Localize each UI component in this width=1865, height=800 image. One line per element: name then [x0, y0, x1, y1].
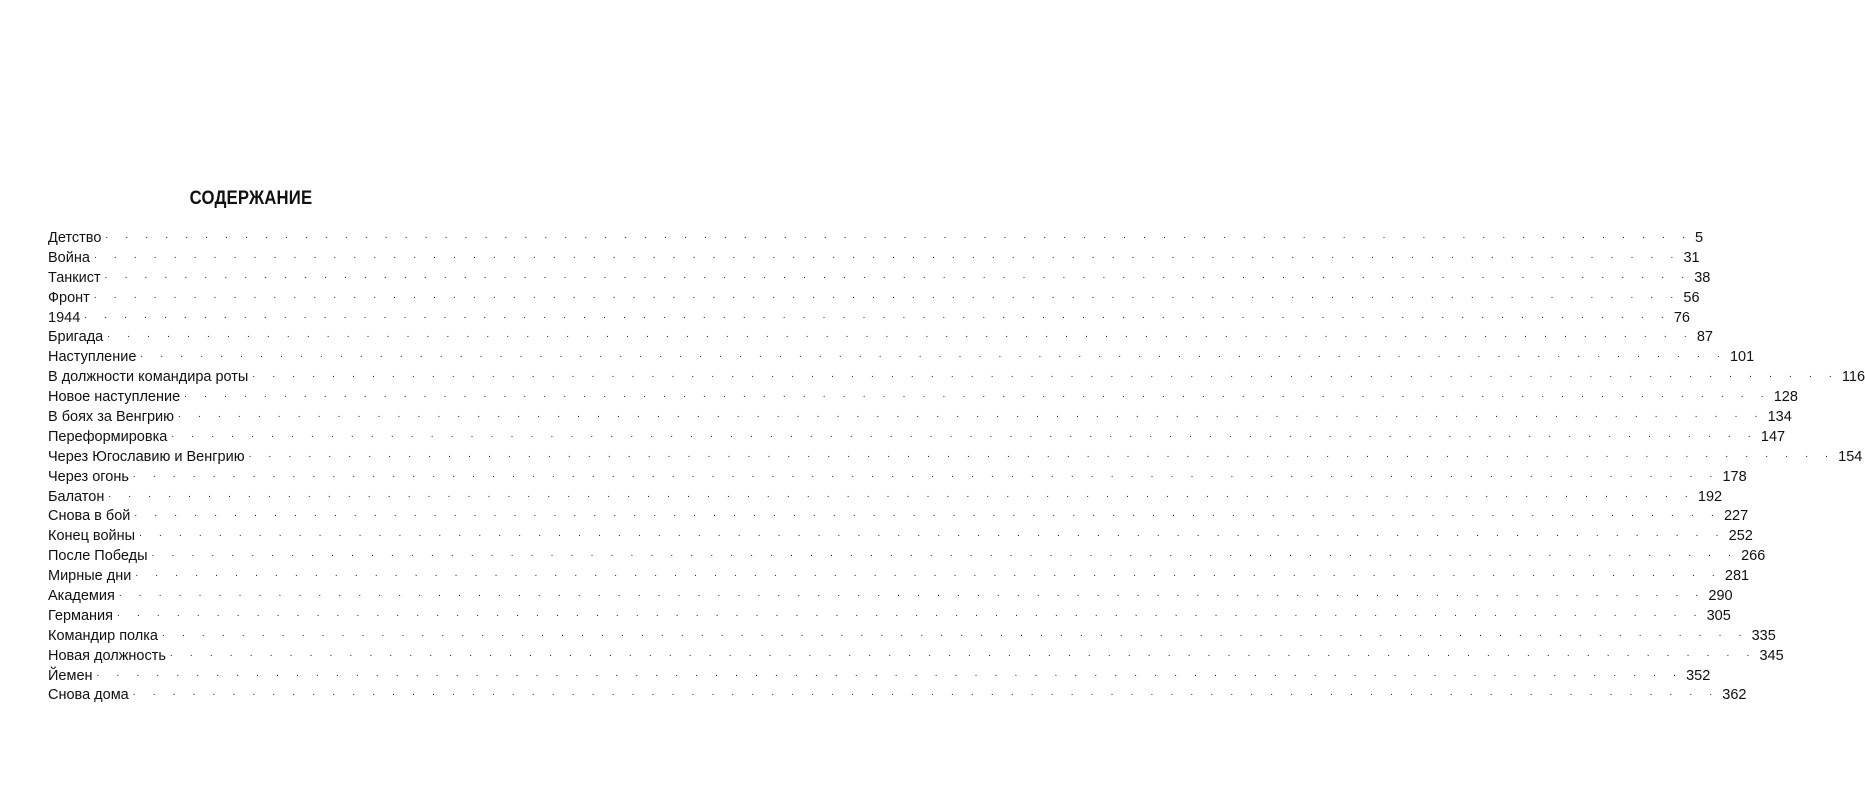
toc-entry-page-number: 352	[1686, 667, 1711, 684]
dot-leader: . . . . . . . . . . . . . . . . . . . . . . . . . . . . . . . . . . . . . . . . . . . . . . . . . . . . . . . . . . . . . . . . . . . . . . . . . . . . . . . .	[132, 468, 1720, 480]
toc-entry-title: Детство	[48, 230, 102, 246]
toc-entry-page-number: 147	[1760, 428, 1786, 445]
toc-entry-page-number: 31	[1683, 249, 1700, 266]
dot-leader: . . . . . . . . . . . . . . . . . . . . . . . . . . . . . . . . . . . . . . . . . . . . . . . . . . . . . . . . . . . . . . . . . . . . . . . . . . . . . . . .	[151, 548, 1739, 560]
toc-entry-page-number: 290	[1708, 588, 1733, 605]
toc-entry-title: Йемен	[48, 667, 93, 684]
toc-entry-title: Академия	[48, 588, 115, 605]
toc-entry-title: Командир полка	[48, 627, 158, 644]
toc-entry-page-number: 281	[1724, 568, 1750, 585]
toc-entry-page-number: 335	[1751, 627, 1776, 644]
toc-entry-title: Снова в бой	[48, 508, 131, 525]
toc-entry-page-number: 5	[1694, 230, 1704, 246]
toc-entry-page-number: 305	[1706, 607, 1731, 624]
toc-entry-title: Конец войны	[48, 528, 136, 545]
table-of-contents	[48, 229, 1865, 706]
toc-entry-title: Война	[48, 249, 90, 266]
toc-entry-page-number: 56	[1683, 289, 1700, 306]
dot-leader: . . . . . . . . . . . . . . . . . . . . . . . . . . . . . . . . . . . . . . . . . . . . . . . . . . . . . . . . . . . . . . . . . . . . . . . . . . . . . . . .	[93, 249, 1681, 261]
toc-entry-title: Наступление	[48, 349, 137, 366]
dot-leader: . . . . . . . . . . . . . . . . . . . . . . . . . . . . . . . . . . . . . . . . . . . . . . . . . . . . . . . . . . . . . . . . . . . . . . . . . . . . . . . .	[169, 647, 1757, 659]
toc-entry-page-number: 252	[1728, 528, 1753, 545]
toc-entry-title: В должности командира роты	[48, 369, 249, 386]
toc-entry-title: Германия	[48, 607, 114, 624]
dot-leader: . . . . . . . . . . . . . . . . . . . . . . . . . . . . . . . . . . . . . . . . . . . . . . . . . . . . . . . . . . . . . . . . . . . . . . . . . . . . . . . .	[248, 448, 1836, 460]
toc-entry-title: В боях за Венгрию	[48, 409, 175, 426]
page-title: СОДЕРЖАНИЕ	[189, 188, 313, 209]
toc-entry-title: Балатон	[48, 488, 105, 505]
dot-leader: . . . . . . . . . . . . . . . . . . . . . . . . . . . . . . . . . . . . . . . . . . . . . . . . . . . . . . . . . . . . . . . . . . . . . . . . . . . . . . . .	[134, 508, 1721, 520]
toc-entry-page-number: 38	[1694, 269, 1711, 286]
dot-leader: . . . . . . . . . . . . . . . . . . . . . . . . . . . . . . . . . . . . . . . . . . . . . . . . . . . . . . . . . . . . . . . . . . . . . . . . . . . . . . . .	[171, 428, 1758, 440]
dot-leader: . . . . . . . . . . . . . . . . . . . . . . . . . . . . . . . . . . . . . . . . . . . . . . . . . . . . . . . . . . . . . . . . . . . . . . . . . . . . . . . .	[162, 627, 1749, 639]
toc-entry-page-number: 76	[1673, 309, 1690, 326]
toc-entry-title: Через Югославию и Венгрию	[48, 448, 245, 465]
toc-entry-page-number: 362	[1722, 687, 1747, 704]
dot-leader: . . . . . . . . . . . . . . . . . . . . . . . . . . . . . . . . . . . . . . . . . . . . . . . . . . . . . . . . . . . . . . . . . . . . . . . . . . . . . . . .	[105, 229, 1692, 241]
dot-leader: . . . . . . . . . . . . . . . . . . . . . . . . . . . . . . . . . . . . . . . . . . . . . . . . . . . . . . . . . . . . . . . . . . . . . . . . . . . . . . . .	[140, 349, 1727, 361]
toc-entry-page-number: 178	[1722, 468, 1747, 485]
toc-entry-title: Новое наступление	[48, 389, 181, 406]
dot-leader: . . . . . . . . . . . . . . . . . . . . . . . . . . . . . . . . . . . . . . . . . . . . . . . . . . . . . . . . . . . . . . . . . . . . . . . . . . . . . . . .	[135, 568, 1722, 580]
toc-entry-title: Танкист	[48, 269, 101, 286]
toc-entry-title: Фронт	[48, 289, 90, 306]
toc-entry-title: Новая должность	[48, 647, 166, 664]
dot-leader: . . . . . . . . . . . . . . . . . . . . . . . . . . . . . . . . . . . . . . . . . . . . . . . . . . . . . . . . . . . . . . . . . . . . . . . . . . . . . . . .	[178, 409, 1765, 420]
dot-leader: . . . . . . . . . . . . . . . . . . . . . . . . . . . . . . . . . . . . . . . . . . . . . . . . . . . . . . . . . . . . . . . . . . . . . . . . . . . . . . . .	[84, 309, 1671, 321]
toc-entry-title: Переформировка	[48, 428, 168, 445]
toc-entry-page-number: 154	[1838, 448, 1863, 465]
toc-entry-title: Мирные дни	[48, 568, 132, 585]
toc-entry	[48, 686, 1747, 706]
dot-leader: . . . . . . . . . . . . . . . . . . . . . . . . . . . . . . . . . . . . . . . . . . . . . . . . . . . . . . . . . . . . . . . . . . . . . . . . . . . . . . . .	[104, 269, 1692, 281]
toc-entry-page-number: 101	[1729, 349, 1755, 366]
dot-leader: . . . . . . . . . . . . . . . . . . . . . . . . . . . . . . . . . . . . . . . . . . . . . . . . . . . . . . . . . . . . . . . . . . . . . . . . . . . . . . . .	[252, 369, 1839, 381]
dot-leader: . . . . . . . . . . . . . . . . . . . . . . . . . . . . . . . . . . . . . . . . . . . . . . . . . . . . . . . . . . . . . . . . . . . . . . . . . . . . . . . .	[107, 329, 1694, 341]
toc-entry-page-number: 134	[1767, 409, 1792, 426]
dot-leader: . . . . . . . . . . . . . . . . . . . . . . . . . . . . . . . . . . . . . . . . . . . . . . . . . . . . . . . . . . . . . . . . . . . . . . . . . . . . . . . .	[96, 667, 1684, 679]
toc-entry-page-number: 128	[1773, 389, 1798, 406]
toc-entry-page-number: 266	[1741, 548, 1766, 565]
dot-leader: . . . . . . . . . . . . . . . . . . . . . . . . . . . . . . . . . . . . . . . . . . . . . . . . . . . . . . . . . . . . . . . . . . . . . . . . . . . . . . . .	[118, 588, 1706, 600]
dot-leader: . . . . . . . . . . . . . . . . . . . . . . . . . . . . . . . . . . . . . . . . . . . . . . . . . . . . . . . . . . . . . . . . . . . . . . . . . . . . . . . .	[132, 687, 1720, 699]
toc-entry-page-number: 116	[1841, 369, 1865, 386]
dot-leader: . . . . . . . . . . . . . . . . . . . . . . . . . . . . . . . . . . . . . . . . . . . . . . . . . . . . . . . . . . . . . . . . . . . . . . . . . . . . . . . .	[108, 488, 1695, 500]
dot-leader: . . . . . . . . . . . . . . . . . . . . . . . . . . . . . . . . . . . . . . . . . . . . . . . . . . . . . . . . . . . . . . . . . . . . . . . . . . . . . . . .	[184, 389, 1771, 401]
toc-entry-page-number: 345	[1759, 647, 1784, 664]
toc-entry-page-number: 192	[1697, 488, 1723, 505]
toc-entry-title: Бригада	[48, 329, 104, 346]
toc-entry-page-number: 227	[1723, 508, 1749, 525]
dot-leader: . . . . . . . . . . . . . . . . . . . . . . . . . . . . . . . . . . . . . . . . . . . . . . . . . . . . . . . . . . . . . . . . . . . . . . . . . . . . . . . .	[139, 528, 1726, 540]
toc-entry-page-number: 87	[1696, 329, 1713, 346]
toc-entry-title: 1944	[48, 309, 81, 326]
dot-leader: . . . . . . . . . . . . . . . . . . . . . . . . . . . . . . . . . . . . . . . . . . . . . . . . . . . . . . . . . . . . . . . . . . . . . . . . . . . . . . . .	[117, 607, 1704, 619]
toc-entry-title: Через огонь	[48, 468, 129, 485]
dot-leader: . . . . . . . . . . . . . . . . . . . . . . . . . . . . . . . . . . . . . . . . . . . . . . . . . . . . . . . . . . . . . . . . . . . . . . . . . . . . . . . .	[93, 289, 1681, 301]
toc-entry-title: После Победы	[48, 548, 148, 565]
toc-entry-title: Снова дома	[48, 687, 129, 704]
